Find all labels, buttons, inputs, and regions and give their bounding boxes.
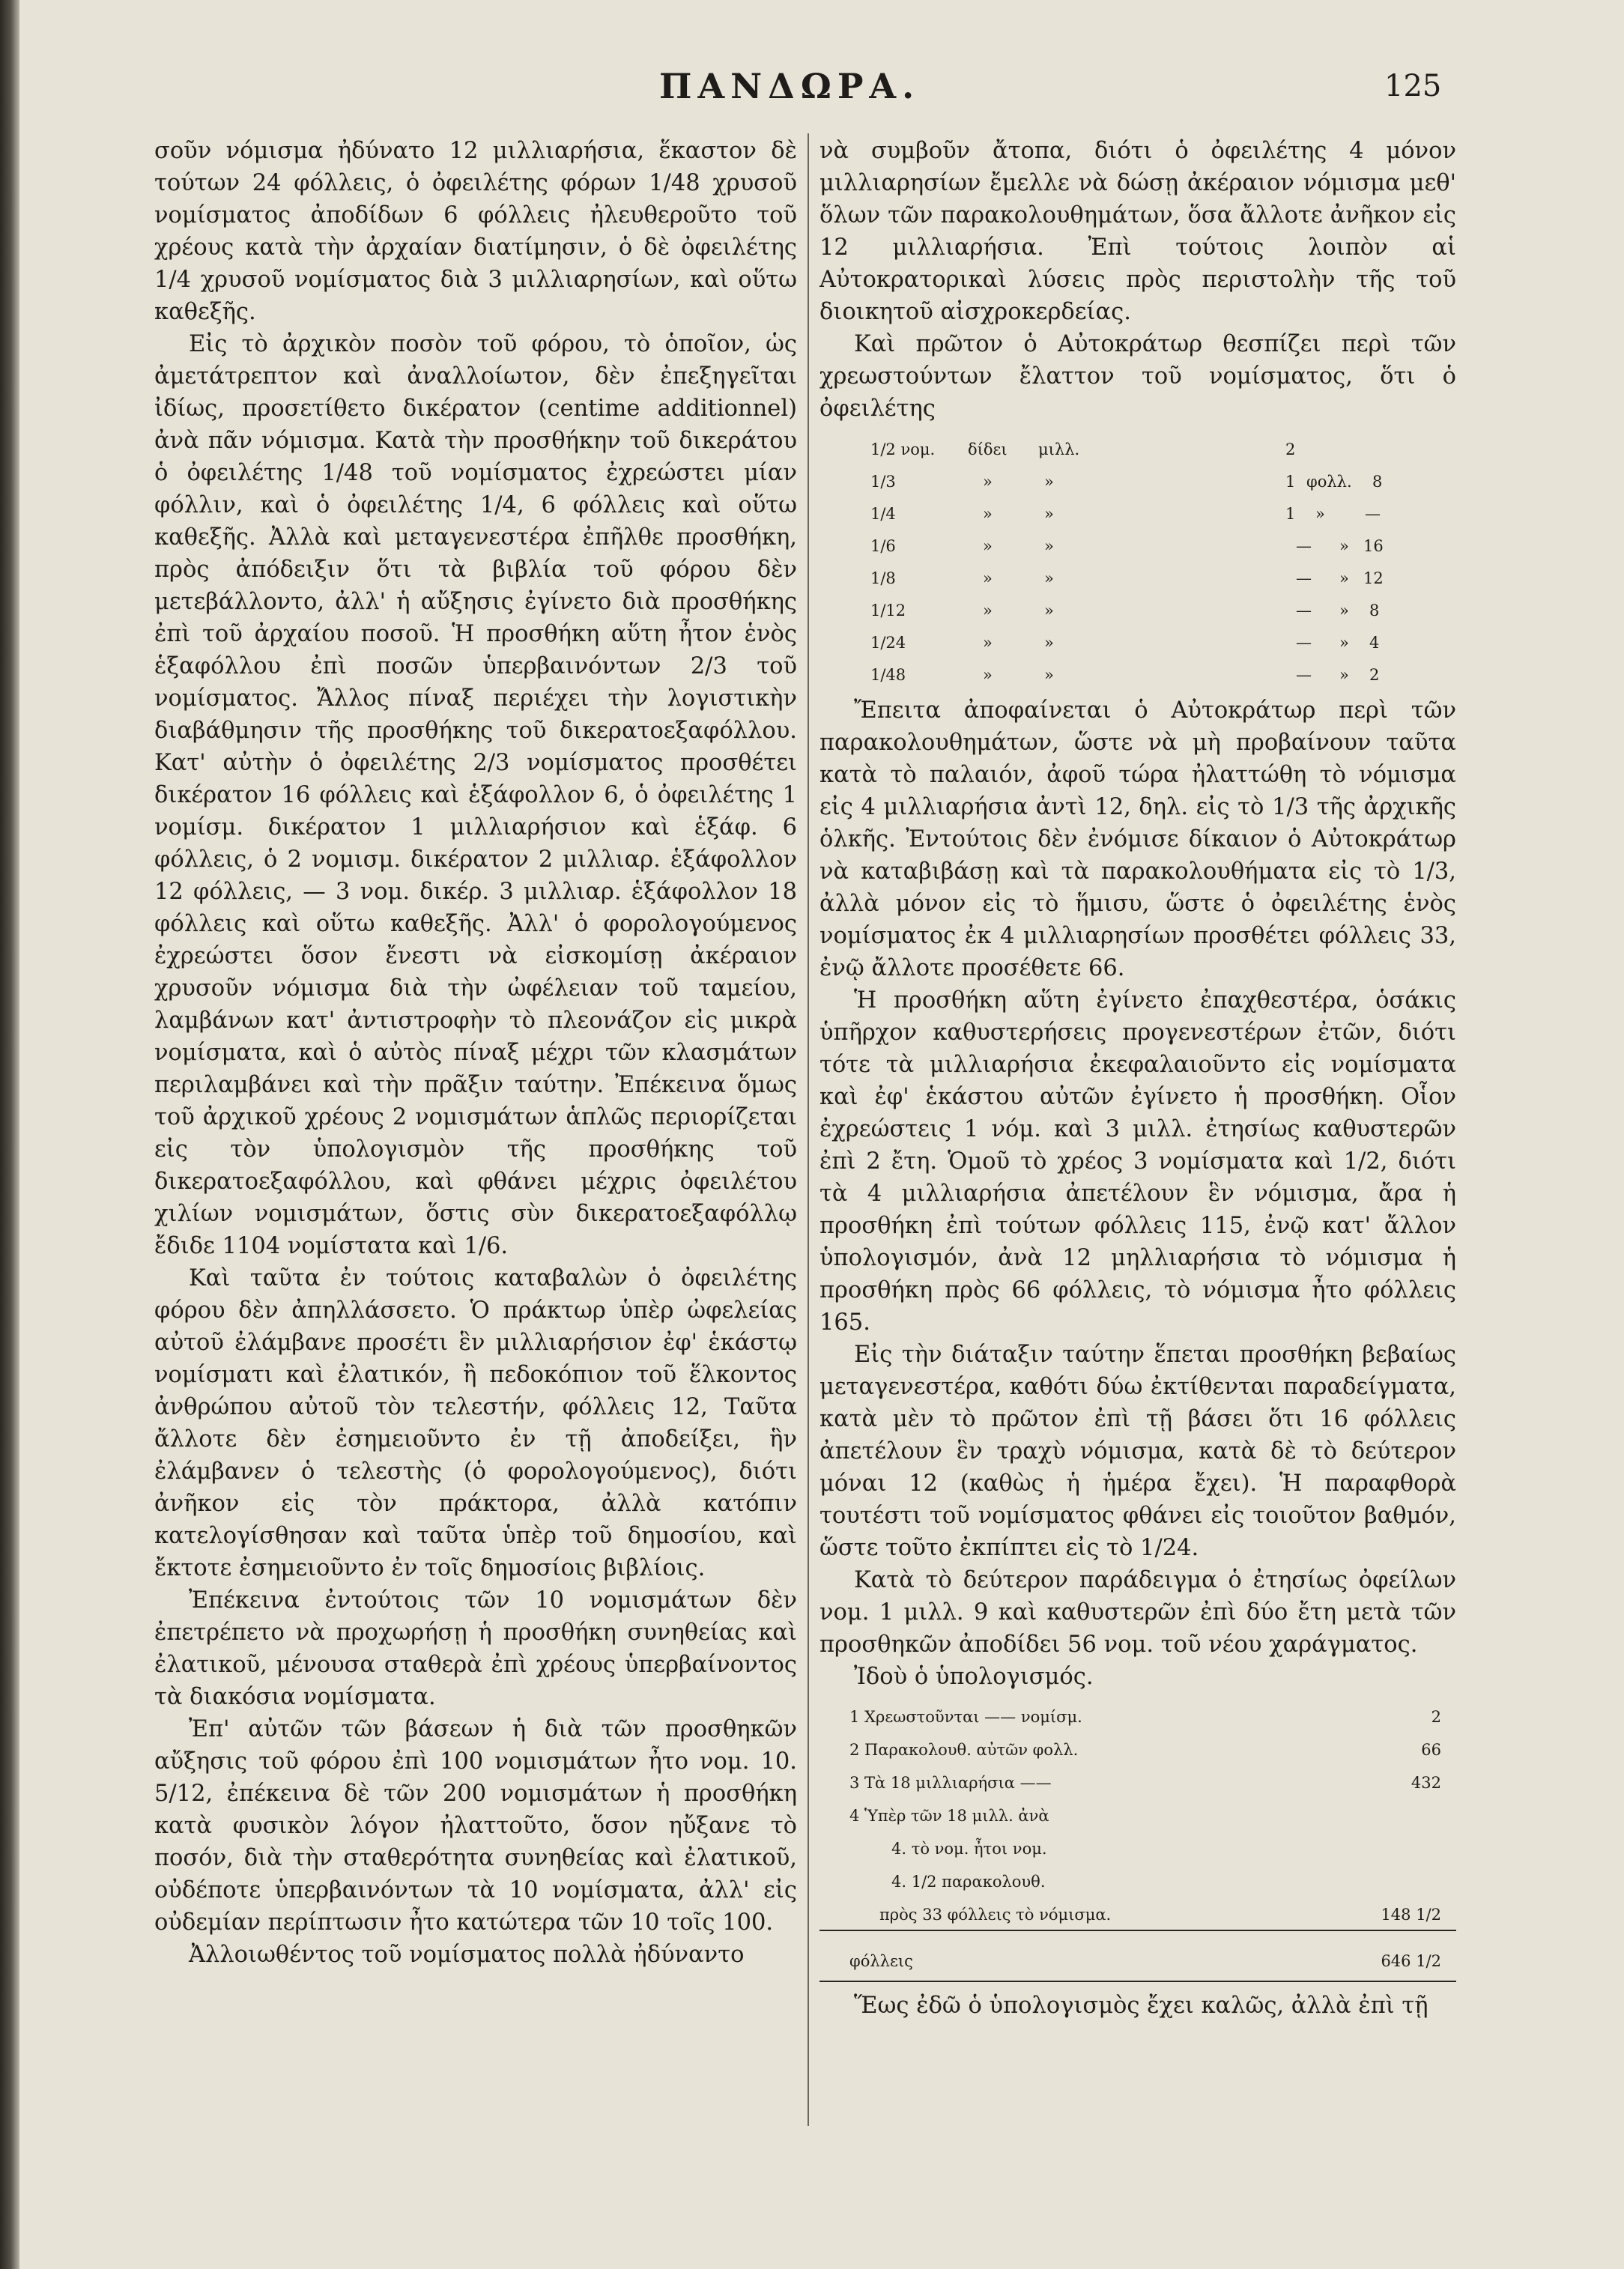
table-row: 1/3 » » 1 φολλ. 8 <box>870 473 1383 491</box>
calculation-table <box>819 1700 1456 1982</box>
paragraph: Ἀλλοιωθέντος τοῦ νομίσματος πολλὰ ἠδύναντο <box>189 1942 745 1968</box>
paragraph: Ἰδοὺ ὁ ὑπολογισμός. <box>854 1664 1094 1690</box>
fraction-table <box>819 434 1456 691</box>
paragraph: Εἰς τὴν διάταξιν ταύτην ἕπεται προσθήκη βεβαίως μεταγενεστέρα, καθότι δύω ἐκτίθενται παραδείγματα, κατὰ μὲν τὸ πρῶτον ἐπὶ τῇ βάσει ὅτι 16 φόλλεις ἀπετέλουν ἓν τραχὺ νόμισμα, κατὰ δὲ τὸ δεύτερον μόναι 12 (καθὼς ἡ ἡμέρα ἔχει). Ἡ παραφθορὰ τουτέστι τοῦ νομίσματος φθάνει εἰς τοιοῦτον βαθμόν, ὥστε τοῦτο ἐκπίπτει εἰς τὸ 1/24. <box>819 1342 1456 1561</box>
table-row: 1/8 » » — » 12 <box>870 569 1384 587</box>
running-title: ΠΑΝΔΩΡΑ. <box>659 66 921 106</box>
table-row: 1/48 » » — » 2 <box>870 666 1380 684</box>
paragraph: Εἰς τὸ ἀρχικὸν ποσὸν τοῦ φόρου, τὸ ὁποῖον, ὡς ἀμετάτρεπτον καὶ ἀναλλοίωτον, δὲν ἐπεξηγεῖται ἰδίως, προσετίθετο δικέρατον (centime additionnel) ἀνὰ πᾶν νόμισμα. Κατὰ τὴν προσθήκην τοῦ δικεράτου ὁ ὀφειλέτης 1/48 τοῦ νομίσματος ἐχρεώστει μίαν φόλλιν, καὶ ὁ ὀφειλέτης 1/4, 6 φόλλεις καὶ οὕτω καθεξῆς. Ἀλλὰ καὶ μεταγενεστέρα ἐπῆλθε προσθήκη, πρὸς ἀπόδειξιν ὅτι τὰ βιβλία τοῦ φόρου δὲν μετεβάλλοντο, ἀλλ' ἡ αὔξησις ἐγίνετο διὰ προσθήκης ἐπὶ τοῦ ἀρχαίου ποσοῦ. Ἡ προσθήκη αὕτη ἦτον ἑνὸς ἑξαφόλλου ἐπὶ ποσῶν ὑπερβαινόντων 2/3 τοῦ νομίσματος. Ἄλλος πίναξ περιέχει τὴν λογιστικὴν διαβάθμησιν τῆς προσθήκης τοῦ δικερατοεξαφόλλου. Κατ' αὐτὴν ὁ ὀφειλέτης 2/3 νομίσματος προσθέτει δικέρατον 16 φόλλεις καὶ ἑξάφολλον 6, ὁ ὀφειλέτης 1 νομίσμ. δικέρατον 1 μιλλιαρήσιον καὶ ἑξάφ. 6 φόλλεις, ὁ 2 νομισμ. δικέρατον 2 μιλλιαρ. ἑξάφολλον 12 φόλλεις, — 3 νομ. δικέρ. 3 μιλλιαρ. ἑξάφολλον 18 φόλλεις καὶ οὕτω καθεξῆς. Ἀλλ' ὁ φορολογούμενος ἐχρεώστει ὅσον ἔνεστι νὰ εἰσκομίσῃ ἀκέραιον χρυσοῦν νόμισμα διὰ τὴν ὠφέλειαν τοῦ ταμείου, λαμβάνων κατ' ἀντιστροφὴν τὸ πλεονάζον εἰς μικρὰ νομίσματα, καὶ ὁ αὐτὸς πίναξ μέχρι τῶν κλασμάτων περιλαμβάνει καὶ τὴν πρᾶξιν ταύτην. Ἐπέκεινα ὅμως τοῦ ἀρχικοῦ χρέους 2 νομισμάτων ἁπλῶς περιορίζεται εἰς τὸν ὑπολογισμὸν τῆς προσθήκης τοῦ δικερατοεξαφόλλου, καὶ φθάνει μέχρις ὀφειλέτου χιλίων νομισμάτων, ὅστις σὺν δικερατοεξαφόλλῳ ἔδιδε 1104 νομίστατα καὶ 1/6. <box>154 331 797 1259</box>
total-rule <box>819 1981 1456 1982</box>
table-row: φόλλεις 646 1/2 <box>849 1952 1441 1970</box>
right-column <box>819 135 1456 2022</box>
table-row: 1/24 » » — » 4 <box>870 634 1380 652</box>
table-row: 3 Τὰ 18 μιλλιαρήσια —— 432 <box>849 1774 1441 1792</box>
paragraph: Κατὰ τὸ δεύτερον παράδειγμα ὁ ἐτησίως ὀφείλων νομ. 1 μιλλ. 9 καὶ καθυστερῶν ἐπὶ δύο ἔτη μετὰ τῶν προσθηκῶν ἀποδίδει 56 νομ. τοῦ νέου χαράγματος. <box>819 1567 1456 1658</box>
paragraph: Ἐπ' αὐτῶν τῶν βάσεων ἡ διὰ τῶν προσθηκῶν αὔξησις τοῦ φόρου ἐπὶ 100 νομισμάτων ἦτο νομ. 10. 5/12, ἐπέκεινα δὲ τῶν 200 νομισμάτων ἡ προσθήκη κατὰ φυσικὸν λόγον ἠλαττοῦτο, ὅσον ηὔξανε τὸ ποσόν, διὰ τὴν σταθερότητα συνηθείας καὶ ἐλατικοῦ, οὐδέποτε ὑπερβαινόντων τὰ 10 νομίσματα, ἀλλ' εἰς οὐδεμίαν περίπτωσιν ἦτο κατώτερα τῶν 10 τοῖς 100. <box>154 1716 797 1936</box>
page-gutter-shadow <box>0 0 19 2269</box>
paragraph: σοῦν νόμισμα ἠδύνατο 12 μιλλιαρήσια, ἕκαστον δὲ τούτων 24 φόλλεις, ὁ ὀφειλέτης φόρων 1/48 χρυσοῦ νομίσματος ἀποδίδων 6 φόλλεις ἠλευθεροῦτο τοῦ χρέους κατὰ τὴν ἀρχαίαν διατίμησιν, ὁ δὲ ὀφειλέτης 1/4 χρυσοῦ νομίσματος διὰ 3 μιλλιαρησίων, καὶ οὕτω καθεξῆς. <box>154 138 797 325</box>
paragraph: Ἔπειτα ἀποφαίνεται ὁ Αὐτοκράτωρ περὶ τῶν παρακολουθημάτων, ὥστε νὰ μὴ προβαίνουν ταῦτα κατὰ τὸ παλαιόν, ἀφοῦ τώρα ἠλαττώθη τὸ νόμισμα εἰς 4 μιλλιαρήσια ἀντὶ 12, δηλ. εἰς τὸ 1/3 τῆς ἀρχικῆς ὁλκῆς. Ἐντούτοις δὲν ἐνόμισε δίκαιον ὁ Αὐτοκράτωρ νὰ καταβιβάσῃ καὶ τὰ παρακολουθήματα εἰς τὸ 1/3, ἀλλὰ μόνον εἰς τὸ ἥμισυ, ὥστε ὁ ὀφειλέτης ἑνὸς νομίσματος ἐκ 4 μιλλιαρησίων προσθέτει φόλλεις 33, ἐνῷ ἄλλοτε προσέθετε 66. <box>819 697 1456 981</box>
left-column <box>154 135 797 1971</box>
table-row: 1/2 νομ. δίδει μιλλ. 2 <box>870 440 1296 458</box>
table-row: 4. 1/2 παρακολουθ. <box>891 1873 1046 1891</box>
paragraph: νὰ συμβοῦν ἄτοπα, διότι ὁ ὀφειλέτης 4 μόνον μιλλιαρησίων ἔμελλε νὰ δώσῃ ἀκέραιον νόμισμα μεθ' ὅλων τῶν παρακολουθημάτων, ὅσα ἄλλοτε ἀνῆκον εἰς 12 μιλλιαρήσια. Ἐπὶ τούτοις λοιπὸν αἱ Αὐτοκρατορικαὶ λύσεις πρὸς περιστολὴν τῆς τοῦ διοικητοῦ αἰσχροκερδείας. <box>819 138 1456 325</box>
table-row: 4 Ὑπὲρ τῶν 18 μιλλ. ἀνὰ <box>849 1807 1049 1825</box>
table-row: 1/6 » » — » 16 <box>870 537 1384 555</box>
paragraph: Ἕως ἐδῶ ὁ ὑπολογισμὸς ἔχει καλῶς, ἀλλὰ ἐπὶ τῇ <box>854 1993 1428 2019</box>
table-row: πρὸς 33 φόλλεις τὸ νόμισμα. 148 1/2 <box>819 1898 1456 1931</box>
table-row: 2 Παρακολουθ. αὐτῶν φολλ. 66 <box>849 1741 1441 1759</box>
column-divider <box>808 133 809 2126</box>
paragraph: Ἐπέκεινα ἐντούτοις τῶν 10 νομισμάτων δὲν ἐπετρέπετο νὰ προχωρήσῃ ἡ προσθήκη συνηθείας καὶ ἐλατικοῦ, μένουσα σταθερὰ ἐπὶ χρέους ὑπερβαίνοντος τὰ διακόσια νομίσματα. <box>154 1587 797 1710</box>
page-number: 125 <box>1384 69 1442 103</box>
table-row: 4. τὸ νομ. ἦτοι νομ. <box>891 1840 1047 1858</box>
table-row: 1 Χρεωστοῦνται —— νομίσμ. 2 <box>849 1708 1441 1726</box>
table-row: 1/12 » » — » 8 <box>870 602 1380 619</box>
table-row: 1/4 » » 1 » — <box>870 505 1381 523</box>
paragraph: Καὶ ταῦτα ἐν τούτοις καταβαλὼν ὁ ὀφειλέτης φόρου δὲν ἀπηλλάσσετο. Ὁ πράκτωρ ὑπὲρ ὠφελείας αὐτοῦ ἐλάμβανε προσέτι ἓν μιλλιαρήσιον ἐφ' ἑκάστῳ νομίσματι καὶ ἐλατικόν, ἢ πεδοκόπιον τοῦ ἕλκοντος ἀνθρώπου αὐτοῦ τὸν τελεστήν, φόλλεις 12, Ταῦτα ἄλλοτε δὲν ἐσημειοῦντο ἐν τῇ ἀποδείξει, ἣν ἐλάμβανεν ὁ τελεστὴς (ὁ φορολογούμενος), διότι ἀνῆκον εἰς τὸν πράκτορα, ἀλλὰ κατόπιν κατελογίσθησαν καὶ ταῦτα ὑπὲρ τοῦ δημοσίου, καὶ ἔκτοτε ἐσημειοῦντο ἐν τοῖς δημοσίοις βιβλίοις. <box>154 1265 797 1581</box>
paragraph: Καὶ πρῶτον ὁ Αὐτοκράτωρ θεσπίζει περὶ τῶν χρεωστούντων ἔλαττον τοῦ νομίσματος, ὅτι ὁ ὀφειλέτης <box>819 331 1456 422</box>
sum-rule <box>819 1930 1456 1931</box>
paragraph: Ἡ προσθήκη αὕτη ἐγίνετο ἐπαχθεστέρα, ὁσάκις ὑπῆρχον καθυστερήσεις προγενεστέρων ἐτῶν, διότι τότε τὰ μιλλιαρήσια ἐκεφαλαιοῦντο εἰς νομίσματα καὶ ἐφ' ἑκάστου αὐτῶν ἐγίνετο ἡ προσθήκη. Οἷον ἐχρεώστεις 1 νόμ. καὶ 3 μιλλ. ἐτησίως καθυστερῶν ἐπὶ 2 ἔτη. Ὁμοῦ τὸ χρέος 3 νομίσματα καὶ 1/2, διότι τὰ 4 μιλλιαρήσια ἀπετέλουν ἓν νόμισμα, ἄρα ἡ προσθήκη ἐπὶ τούτων φόλλεις 115, ἐνῷ κατ' ἄλλον ὑπολογισμόν, ἀνὰ 12 μηλλιαρήσια τὸ νόμισμα ἡ προσθήκη πρὸς 66 φόλλεις, τὸ νόμισμα ἦτο φόλλεις 165. <box>819 987 1456 1336</box>
